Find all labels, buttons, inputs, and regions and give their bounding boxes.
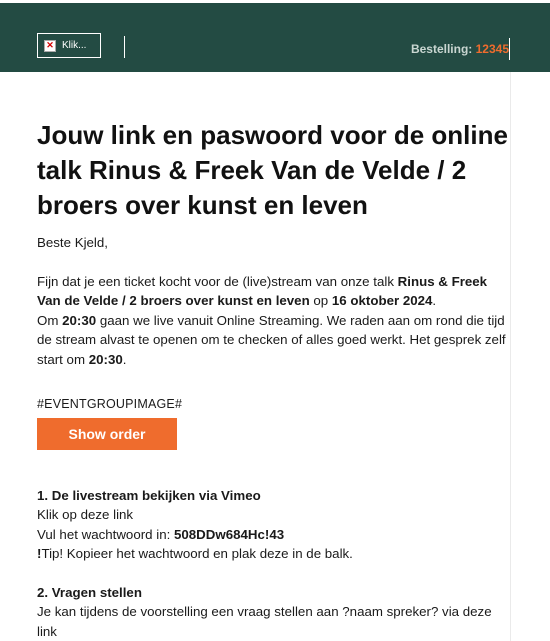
tip-line [37,544,511,564]
header-divider-right [509,38,510,60]
questions-text[interactable]: Je kan tijdens de voorstelling een vraag stellen aan ?naam spreker? via deze link [37,604,492,639]
section-livestream [37,486,511,564]
event-date: 16 oktober 2024 [331,293,433,308]
password-line [37,525,511,545]
broken-image-icon: ✕ [44,40,56,52]
event-image-placeholder: #EVENTGROUPIMAGE# [37,397,183,411]
logo-alt-text: Klik... [62,40,87,51]
section-questions [37,583,511,641]
email-title: Jouw link en paswoord voor de online talk Rinus & Freek Van de Velde / 2 broers over kunst en leven [37,120,508,220]
password-value: 508DDw684Hc!43 [173,526,285,542]
tip-text: Tip! Kopieer het wachtwoord en plak deze in de balk. [41,546,353,561]
email-header [0,3,550,72]
order-label: Bestelling: [410,42,473,56]
intro-text: . [122,351,127,367]
header-divider [124,36,125,58]
intro-text: Fijn dat je een ticket kocht voor de (live)stream van onze talk [37,273,398,289]
password-label: Vul het wachtwoord in: [37,526,174,542]
intro-text: gaan we live vanuit Online Streaming. We raden aan om rond die tijd de stream alvast te openen om te checken of alles goed werkt. Het gesprek zelf start om [37,312,506,367]
section-heading: 2. Vragen stellen [37,584,142,600]
start-time: 20:30 [88,351,123,367]
email-body [37,118,511,641]
intro-text: Om [37,312,63,328]
order-number: 12345 [475,42,509,56]
tip-mark: ! [37,546,42,561]
intro-text: . [432,293,437,308]
event-name: Rinus & Freek Van de Velde / 2 broers over kunst en leven [37,273,488,308]
order-info [411,42,509,56]
intro-text: op [309,293,332,308]
logo-broken-image[interactable] [37,33,101,58]
livestream-link[interactable]: Klik op deze link [37,507,134,522]
section-heading: 1. De livestream bekijken via Vimeo [37,487,261,503]
show-order-button[interactable]: Show order [37,418,177,450]
intro-paragraph [37,272,511,370]
greeting: Beste Kjeld, [37,235,108,250]
live-time: 20:30 [62,312,97,328]
